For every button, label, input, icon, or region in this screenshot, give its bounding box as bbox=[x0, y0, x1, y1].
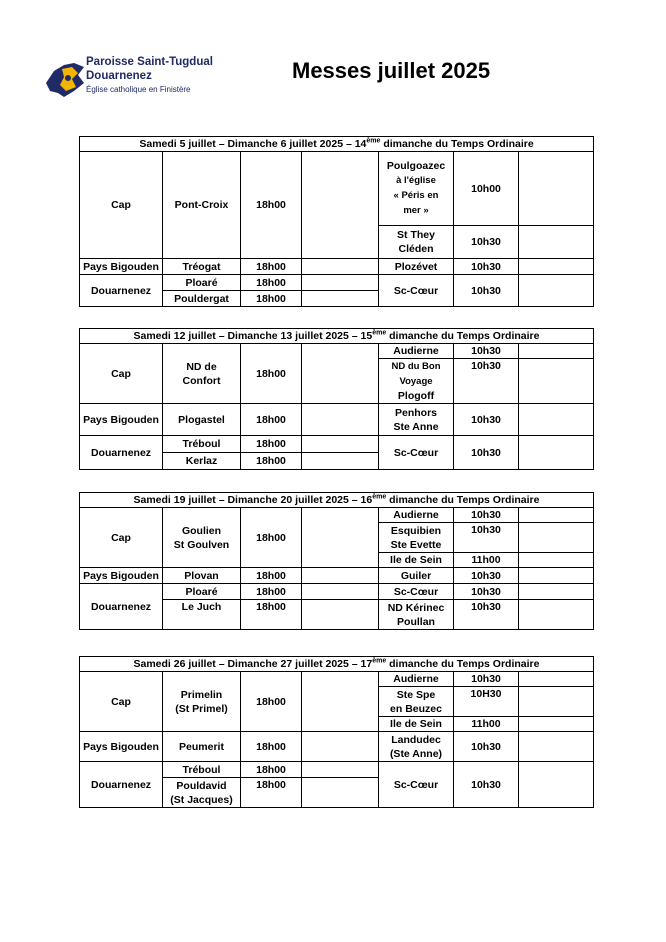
saturday-time: 18h00 bbox=[241, 404, 302, 436]
saturday-place: Goulien St Goulven bbox=[163, 508, 241, 568]
saturday-time: 18h00 bbox=[241, 259, 302, 275]
sector-cap: Cap bbox=[80, 344, 163, 404]
sunday-place: St They Cléden bbox=[379, 226, 454, 259]
weekend-header: Samedi 26 juillet – Dimanche 27 juillet 2025 – 17ème dimanche du Temps Ordinaire bbox=[80, 657, 594, 672]
empty-cell bbox=[302, 404, 379, 436]
empty-cell bbox=[302, 453, 379, 470]
saturday-place: Pont-Croix bbox=[163, 152, 241, 259]
logo-line-2: Douarnenez bbox=[86, 70, 152, 82]
saturday-place: Pouldergat bbox=[163, 291, 241, 307]
empty-cell bbox=[519, 732, 594, 762]
sunday-place: Sc-Cœur bbox=[379, 762, 454, 808]
sunday-place: Esquibien Ste Evette bbox=[379, 523, 454, 553]
sunday-place: Ile de Sein bbox=[379, 553, 454, 568]
saturday-place: Tréboul bbox=[163, 436, 241, 453]
empty-cell bbox=[519, 762, 594, 808]
empty-cell bbox=[519, 584, 594, 600]
sunday-time: 10h30 bbox=[454, 732, 519, 762]
empty-cell bbox=[302, 600, 379, 630]
sector-douarnenez: Douarnenez bbox=[80, 436, 163, 470]
saturday-time: 18h00 bbox=[241, 672, 302, 732]
schedule-table-weekend-3 bbox=[79, 492, 594, 630]
page-title: Messes juillet 2025 bbox=[292, 58, 491, 83]
saturday-place: Kerlaz bbox=[163, 453, 241, 470]
parish-emblem-icon bbox=[44, 57, 86, 101]
parish-logo bbox=[44, 55, 244, 105]
empty-cell bbox=[519, 275, 594, 307]
saturday-time: 18h00 bbox=[241, 600, 302, 630]
schedule-table-weekend-2 bbox=[79, 328, 594, 470]
sunday-place: Landudec (Ste Anne) bbox=[379, 732, 454, 762]
sunday-time: 10h30 bbox=[454, 436, 519, 470]
empty-cell bbox=[519, 259, 594, 275]
saturday-time: 18h00 bbox=[241, 584, 302, 600]
saturday-place: ND de Confort bbox=[163, 344, 241, 404]
sunday-place: Plozévet bbox=[379, 259, 454, 275]
empty-cell bbox=[519, 508, 594, 523]
sector-cap: Cap bbox=[80, 508, 163, 568]
sunday-time: 10h30 bbox=[454, 275, 519, 307]
empty-cell bbox=[519, 404, 594, 436]
sunday-place: Audierne bbox=[379, 672, 454, 687]
sunday-place: Poulgoazec à l'église « Péris en mer » bbox=[379, 152, 454, 226]
empty-cell bbox=[302, 778, 379, 808]
weekend-header: Samedi 12 juillet – Dimanche 13 juillet 2025 – 15ème dimanche du Temps Ordinaire bbox=[80, 329, 594, 344]
sunday-place: Ste Spe en Beuzec bbox=[379, 687, 454, 717]
empty-cell bbox=[519, 553, 594, 568]
sunday-time: 10h30 bbox=[454, 762, 519, 808]
sector-douarnenez: Douarnenez bbox=[80, 762, 163, 808]
sunday-place: Ile de Sein bbox=[379, 717, 454, 732]
empty-cell bbox=[302, 584, 379, 600]
sunday-time: 11h00 bbox=[454, 717, 519, 732]
saturday-time: 18h00 bbox=[241, 291, 302, 307]
saturday-place: Le Juch bbox=[163, 600, 241, 630]
saturday-time: 18h00 bbox=[241, 152, 302, 259]
empty-cell bbox=[302, 291, 379, 307]
empty-cell bbox=[302, 672, 379, 732]
schedule-table-weekend-1 bbox=[79, 136, 594, 307]
sunday-place: Audierne bbox=[379, 508, 454, 523]
empty-cell bbox=[519, 687, 594, 717]
sector-cap: Cap bbox=[80, 152, 163, 259]
sunday-place: Sc-Cœur bbox=[379, 584, 454, 600]
saturday-place: Peumerit bbox=[163, 732, 241, 762]
sunday-time: 10h30 bbox=[454, 584, 519, 600]
sector-pays-bigouden: Pays Bigouden bbox=[80, 404, 163, 436]
sector-douarnenez: Douarnenez bbox=[80, 275, 163, 307]
sector-douarnenez: Douarnenez bbox=[80, 584, 163, 630]
empty-cell bbox=[519, 600, 594, 630]
logo-line-1: Paroisse Saint-Tugdual bbox=[86, 56, 213, 68]
empty-cell bbox=[519, 717, 594, 732]
sector-pays-bigouden: Pays Bigouden bbox=[80, 568, 163, 584]
sunday-time: 10H30 bbox=[454, 687, 519, 717]
saturday-place: Tréboul bbox=[163, 762, 241, 778]
sunday-time: 10h30 bbox=[454, 344, 519, 359]
saturday-place: Plovan bbox=[163, 568, 241, 584]
empty-cell bbox=[519, 226, 594, 259]
sunday-place: ND du Bon Voyage Plogoff bbox=[379, 359, 454, 404]
sunday-time: 10h30 bbox=[454, 226, 519, 259]
saturday-time: 18h00 bbox=[241, 436, 302, 453]
empty-cell bbox=[519, 672, 594, 687]
weekend-header: Samedi 5 juillet – Dimanche 6 juillet 2025 – 14ème dimanche du Temps Ordinaire bbox=[80, 137, 594, 152]
saturday-place: Ploaré bbox=[163, 584, 241, 600]
saturday-time: 18h00 bbox=[241, 778, 302, 808]
saturday-time: 18h00 bbox=[241, 275, 302, 291]
saturday-time: 18h00 bbox=[241, 453, 302, 470]
sunday-place: Penhors Ste Anne bbox=[379, 404, 454, 436]
logo-line-3: Église catholique en Finistère bbox=[86, 85, 191, 94]
saturday-time: 18h00 bbox=[241, 762, 302, 778]
empty-cell bbox=[302, 344, 379, 404]
sector-pays-bigouden: Pays Bigouden bbox=[80, 732, 163, 762]
sunday-time: 10h30 bbox=[454, 259, 519, 275]
saturday-place: Primelin (St Primel) bbox=[163, 672, 241, 732]
sunday-place: Sc-Cœur bbox=[379, 275, 454, 307]
sunday-place: Audierne bbox=[379, 344, 454, 359]
empty-cell bbox=[519, 436, 594, 470]
weekend-header: Samedi 19 juillet – Dimanche 20 juillet 2025 – 16ème dimanche du Temps Ordinaire bbox=[80, 493, 594, 508]
empty-cell bbox=[519, 152, 594, 226]
sunday-place: Guiler bbox=[379, 568, 454, 584]
saturday-time: 18h00 bbox=[241, 508, 302, 568]
sunday-time: 10h30 bbox=[454, 404, 519, 436]
sunday-time: 10h30 bbox=[454, 600, 519, 630]
empty-cell bbox=[302, 275, 379, 291]
sunday-time: 10h30 bbox=[454, 359, 519, 404]
sunday-time: 11h00 bbox=[454, 553, 519, 568]
sunday-time: 10h30 bbox=[454, 508, 519, 523]
empty-cell bbox=[302, 152, 379, 259]
empty-cell bbox=[519, 568, 594, 584]
sunday-place: ND Kérinec Poullan bbox=[379, 600, 454, 630]
saturday-place: Ploaré bbox=[163, 275, 241, 291]
empty-cell bbox=[302, 508, 379, 568]
saturday-time: 18h00 bbox=[241, 568, 302, 584]
empty-cell bbox=[302, 568, 379, 584]
saturday-place: Plogastel bbox=[163, 404, 241, 436]
empty-cell bbox=[302, 732, 379, 762]
empty-cell bbox=[519, 359, 594, 404]
sector-cap: Cap bbox=[80, 672, 163, 732]
empty-cell bbox=[519, 523, 594, 553]
sunday-time: 10h30 bbox=[454, 568, 519, 584]
empty-cell bbox=[302, 259, 379, 275]
sector-pays-bigouden: Pays Bigouden bbox=[80, 259, 163, 275]
saturday-time: 18h00 bbox=[241, 344, 302, 404]
schedule-table-weekend-4 bbox=[79, 656, 594, 808]
saturday-place: Pouldavid (St Jacques) bbox=[163, 778, 241, 808]
sunday-time: 10h30 bbox=[454, 523, 519, 553]
empty-cell bbox=[302, 762, 379, 778]
empty-cell bbox=[302, 436, 379, 453]
sunday-time: 10h30 bbox=[454, 672, 519, 687]
sunday-time: 10h00 bbox=[454, 152, 519, 226]
saturday-place: Tréogat bbox=[163, 259, 241, 275]
saturday-time: 18h00 bbox=[241, 732, 302, 762]
empty-cell bbox=[519, 344, 594, 359]
sunday-place: Sc-Cœur bbox=[379, 436, 454, 470]
